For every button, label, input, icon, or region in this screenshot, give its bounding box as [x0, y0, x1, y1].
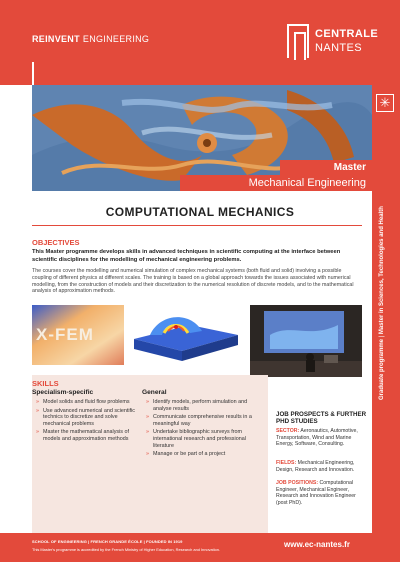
centrale-nantes-logo — [287, 16, 377, 64]
master-tag: Master — [280, 160, 372, 175]
list-item-text: Use advanced numerical and scientific technics to discretize and solve mechanical problems — [43, 407, 135, 427]
bullet-icon: » — [146, 451, 149, 458]
positions-key: JOB POSITIONS: — [276, 480, 319, 486]
sector-block — [276, 428, 368, 448]
website-link[interactable]: www.ec-nantes.fr — [284, 540, 350, 549]
specialism-heading: Specialism-specific — [32, 389, 94, 396]
side-strip — [372, 85, 400, 562]
divider — [32, 225, 362, 226]
footer-school-line: SCHOOL OF ENGINEERING | FRENCH GRANDE ÉCOLE | FOUNDED IN 1919 — [32, 539, 183, 544]
list-item — [36, 429, 136, 442]
fem-mesh-graphic — [130, 305, 242, 365]
logo-mark-icon — [287, 24, 309, 58]
side-programme-text: Graduate programme | Master in Sciences, Technologies and Health — [379, 206, 385, 400]
skills-heading: SKILLS — [32, 379, 59, 388]
logo-line1: CENTRALE — [315, 28, 379, 40]
list-item-text: Manage or be part of a project — [153, 451, 226, 458]
fields-block — [276, 460, 368, 473]
positions-value: Computational Engineer, Mechanical Engineer, Research and Innovation Engineer (post PhD). — [276, 480, 356, 506]
bullet-icon: » — [36, 399, 39, 405]
side-text-master: Master in Sciences, Technologies and Health — [379, 206, 385, 335]
general-list — [146, 399, 256, 460]
snowflake-icon: ✳ — [376, 94, 394, 112]
list-item — [36, 399, 136, 406]
logo-line2: NANTES — [315, 42, 363, 54]
list-item — [36, 408, 136, 428]
fields-value: Mechanical Engineering, Design, Research and Innovation. — [276, 460, 355, 473]
xfem-text: X-FEM — [36, 325, 94, 344]
fem-mesh-image — [130, 305, 242, 365]
list-item — [146, 399, 256, 412]
specialism-list — [36, 399, 136, 445]
bullet-icon: » — [36, 407, 39, 414]
lab-photo-graphic — [250, 305, 362, 377]
bullet-icon: » — [146, 429, 149, 436]
bullet-icon: » — [36, 429, 39, 436]
bullet-icon: » — [146, 414, 149, 421]
list-item-text: Undertake bibliographic surveys from international research and professional literature — [153, 429, 246, 449]
page-title: COMPUTATIONAL MECHANICS — [105, 205, 295, 219]
positions-block — [276, 480, 368, 506]
list-item — [146, 451, 256, 458]
list-item — [146, 414, 256, 427]
jobs-heading: JOB PROSPECTS & FURTHER PHD STUDIES — [276, 411, 367, 426]
objectives-body: The courses cover the modelling and numerical simulation of complex mechanical systems (both fluid and solid) involving a possible coupling of different physics at different scales. The training is based on a global approach towards the issues associated with numerical modelling, from the construction of models and their discretization to the numerical resolution of discrete models, and to the mathematical analysis of approximation methods. — [32, 268, 354, 295]
fields-key: FIELDS: — [276, 460, 297, 466]
lab-photo — [250, 305, 362, 377]
list-item-text: Communicate comprehensive results in a meaningful way — [153, 414, 252, 427]
objectives-heading: OBJECTIVES — [32, 238, 80, 247]
sector-value: Aeronautics, Automotive, Transportation, Wind and Marine Energy, Software, Consulting. — [276, 428, 358, 448]
bullet-icon: » — [146, 399, 149, 405]
objectives-lead: This Master programme develops skills in advanced techniques in scientific computing at the interface between scientific disciplines for the modelling of mechanical engineering problems. — [32, 249, 341, 263]
list-item-text: Master the mathematical analysis of models and approximation methods — [43, 429, 129, 442]
brand-wordmark — [32, 34, 149, 44]
mechanical-engineering-tag: Mechanical Engineering — [180, 175, 372, 191]
xfem-image — [32, 305, 124, 365]
sector-key: SECTOR: — [276, 428, 300, 434]
footer-accreditation-line: This Master's programme is accredited by the French Ministry of Higher Education, Research and Innovation. — [32, 547, 221, 552]
brand-light: ENGINEERING — [82, 34, 150, 44]
list-item-text: Identify models, perform simulation and analyse results — [153, 399, 248, 412]
list-item — [146, 429, 256, 449]
general-heading: General — [142, 389, 167, 396]
list-item-text: Model solids and fluid flow problems — [43, 399, 130, 405]
side-text-graduate: Graduate programme — [379, 338, 385, 400]
brand-bold: REINVENT — [32, 34, 80, 44]
